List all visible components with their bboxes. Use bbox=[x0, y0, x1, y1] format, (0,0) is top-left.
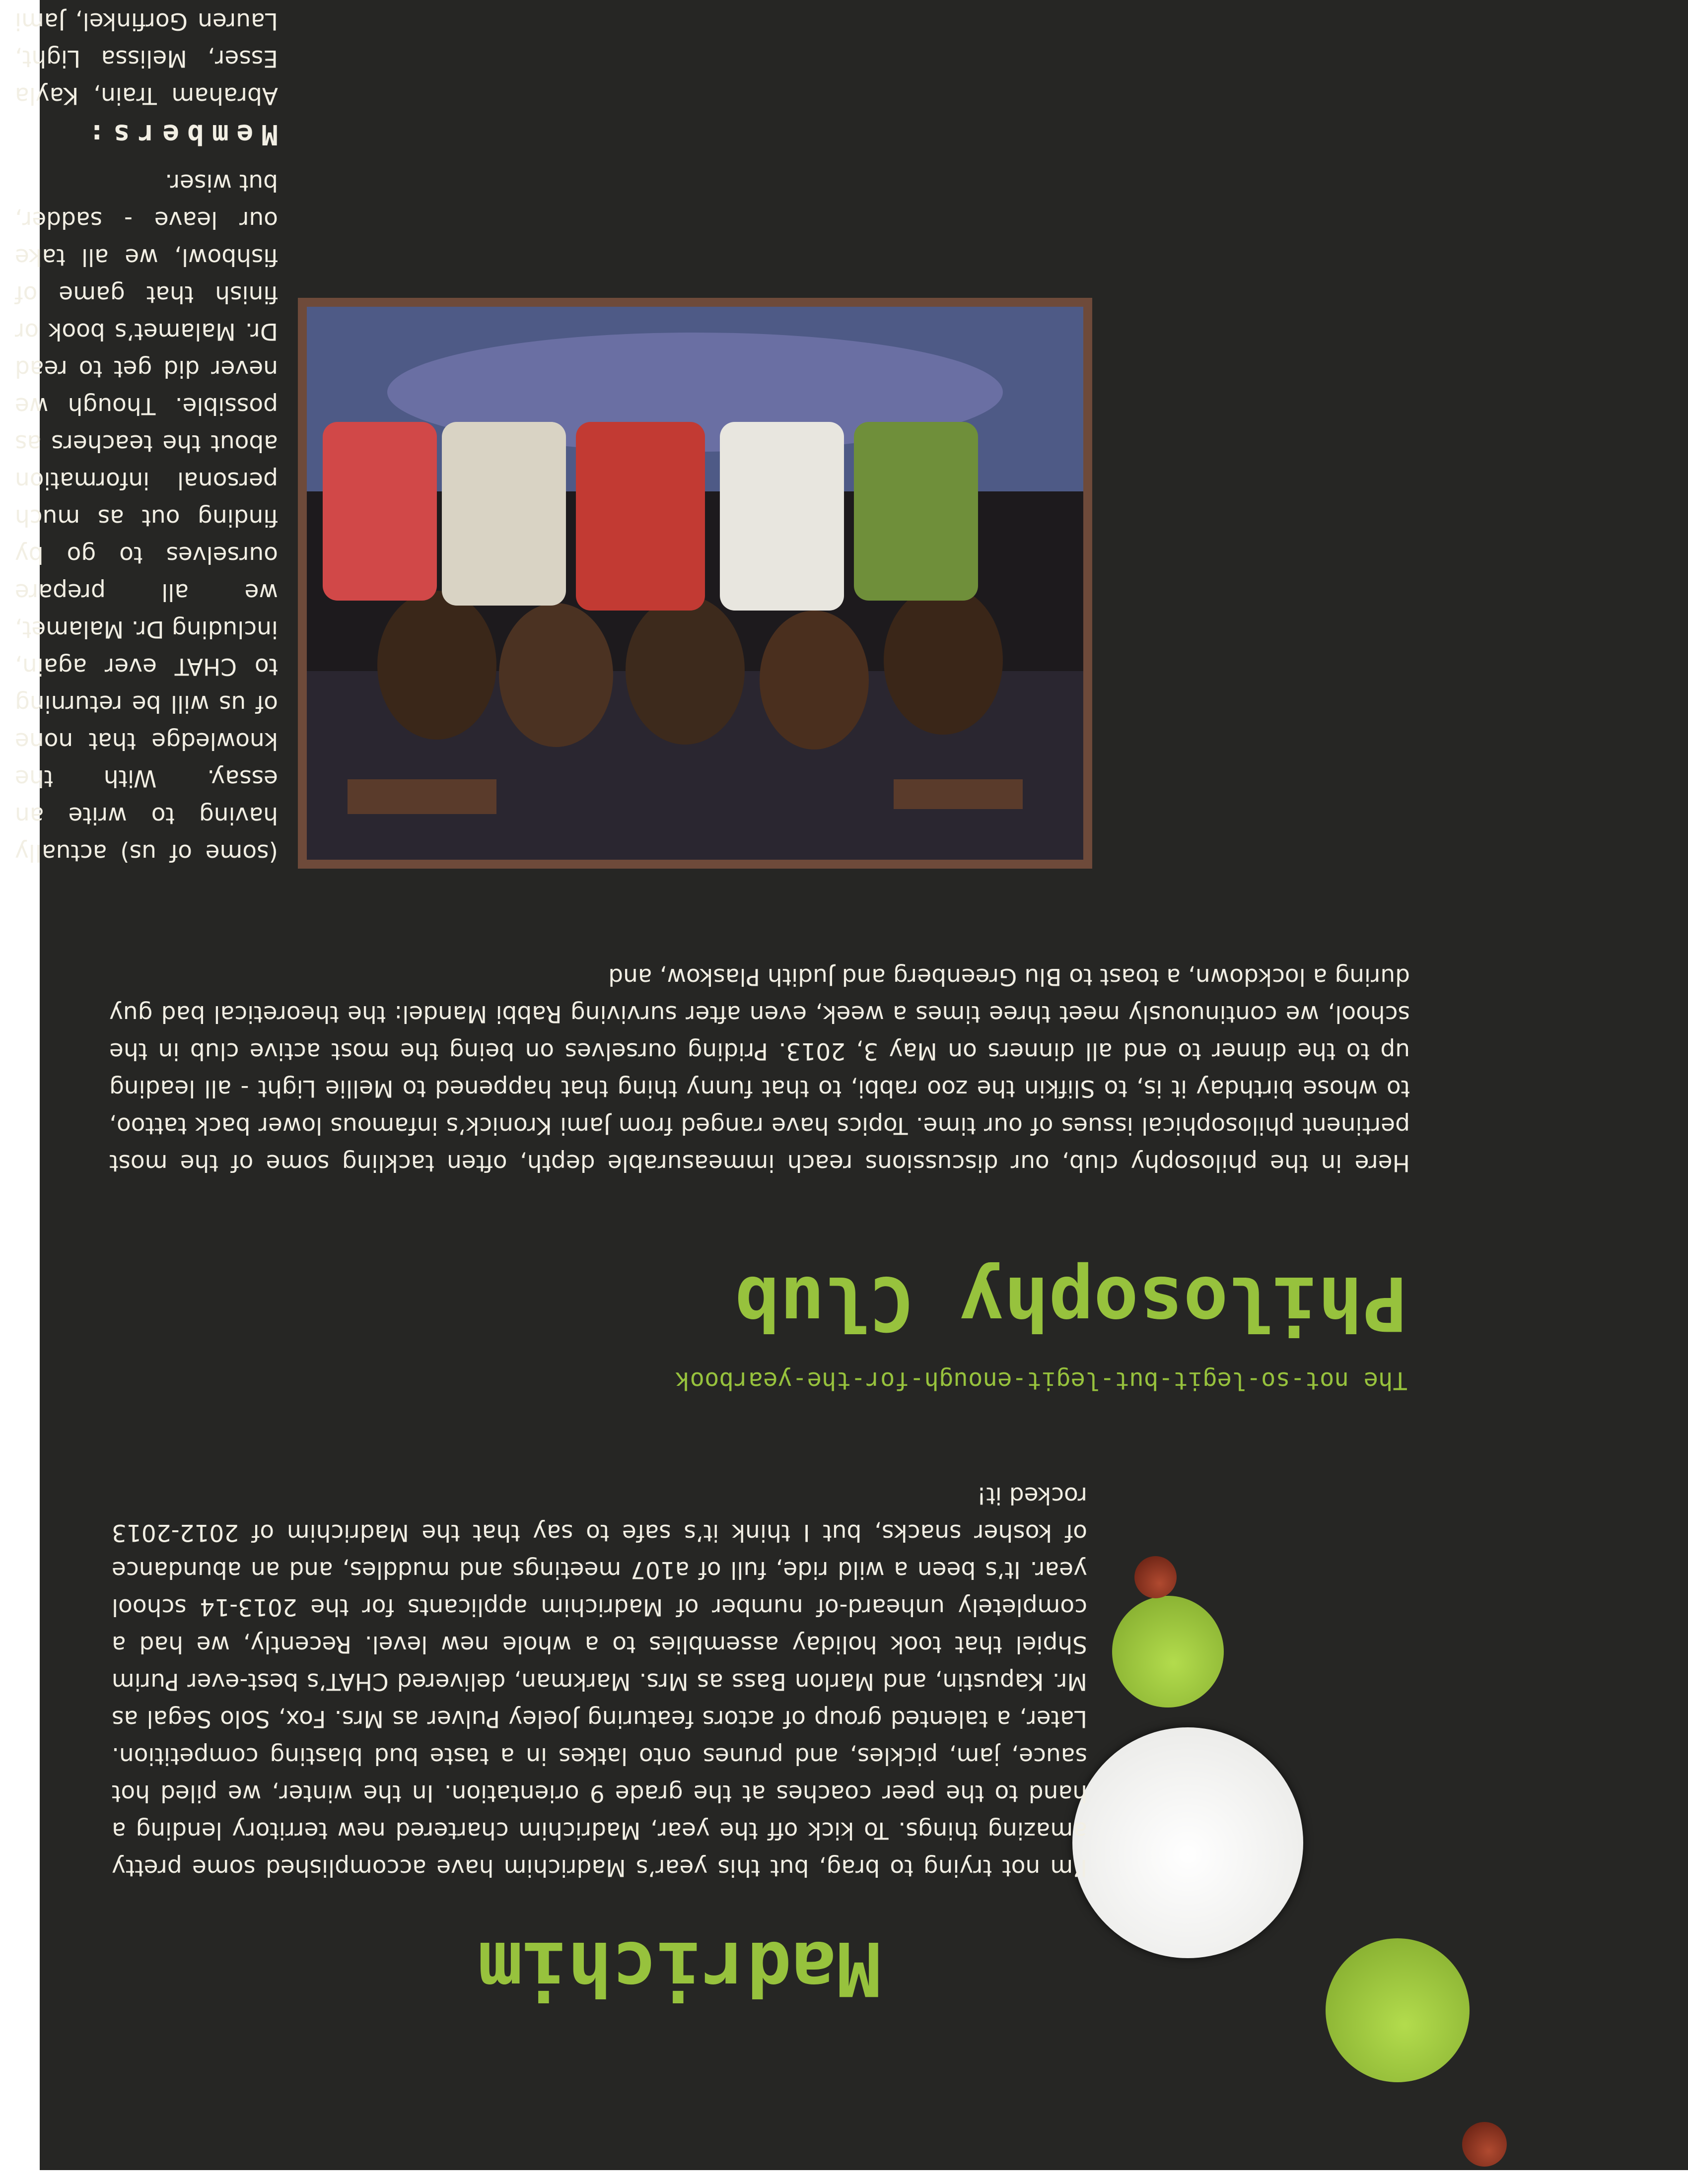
members-list: Abraham Train, Kayla Esser, Melissa Light, Lauren Gorfinkel, Jami bbox=[15, 7, 278, 109]
red-dot-decoration bbox=[1134, 1556, 1177, 1598]
white-circle-decoration bbox=[1072, 1727, 1303, 1958]
philosophy-column-text: (some of us) actually having to write an essay. With the knowledge that none of us will be returning to CHAT ever again, including Dr. Malamet, we all prepare ourselves to go by finding out as much personal information about the teachers as possible. Though we never did get to read Dr. Malamet’s book or finish that game of fishbowl, we all take our leave - sadder, but wiser. bbox=[15, 169, 278, 866]
madrichim-paragraph bbox=[112, 1477, 1087, 1886]
green-circle-decoration bbox=[1112, 1596, 1224, 1707]
club-group-photo bbox=[298, 298, 1092, 869]
red-dot-decoration bbox=[1462, 2122, 1507, 2167]
members-block bbox=[15, 0, 278, 153]
philosophy-title: Philosophy Club bbox=[735, 1260, 1407, 1346]
philosophy-subtitle: The not-so-legit-but-legit-enough-for-the-yearbook bbox=[675, 1366, 1407, 1395]
group-photo-image bbox=[298, 298, 1092, 869]
philosophy-column bbox=[15, 0, 278, 871]
members-label: Members: bbox=[80, 118, 278, 150]
green-circle-decoration bbox=[1326, 1938, 1470, 2082]
philosophy-intro-text: Here in the philosophy club, our discussions reach immeasurable depth, often tackling some of the most pertinent philosophical issues of our time. Topics have ranged from Jami Kronick’s infamous lower back tattoo, to whose birthday it is, to Slifkin the zoo rabbi, to that funny thing that happened to Mellie Light - all leading up to the dinner to end all dinners on May 3, 2013. Priding ourselves on being the most active club in the school, we continuously meet three times a week, even after surviving Rabbi Mandel: the theoretical bad guy during a lockdown, a toast to Blu Greenberg and Judith Plaskow, and bbox=[109, 963, 1410, 1176]
madrichim-paragraph-text: I’m not trying to brag, but this year’s Madrichim have accomplished some pretty amazing things. To kick off the year, Madrichim chartered new territory lending a hand to the peer coaches at the grade 9 orientation. In the winter, we piled hot sauce, jam, pickles, and prunes onto latkes in a taste bud blasting competition. Later, a talented group of actors featuring Joeley Pulver as Mrs. Fox, Solo Segal as Mr. Kapustin, and Marlon Bass as Mrs. Markman, delivered CHAT’s best-ever Purim Shpiel that took holiday assemblies to a whole new level. Recently, we had a completely unheard-of number of Madrichim applicants for the 2013-14 school year. It’s been a wild ride, full of a107 meetings and muddles, and an abundance of kosher snacks, but I think it’s safe to say that the Madrichim of 2012-2013 rocked it! bbox=[112, 1482, 1087, 1881]
madrichim-title: Madrichim bbox=[478, 1925, 881, 2011]
philosophy-intro bbox=[109, 958, 1410, 1181]
